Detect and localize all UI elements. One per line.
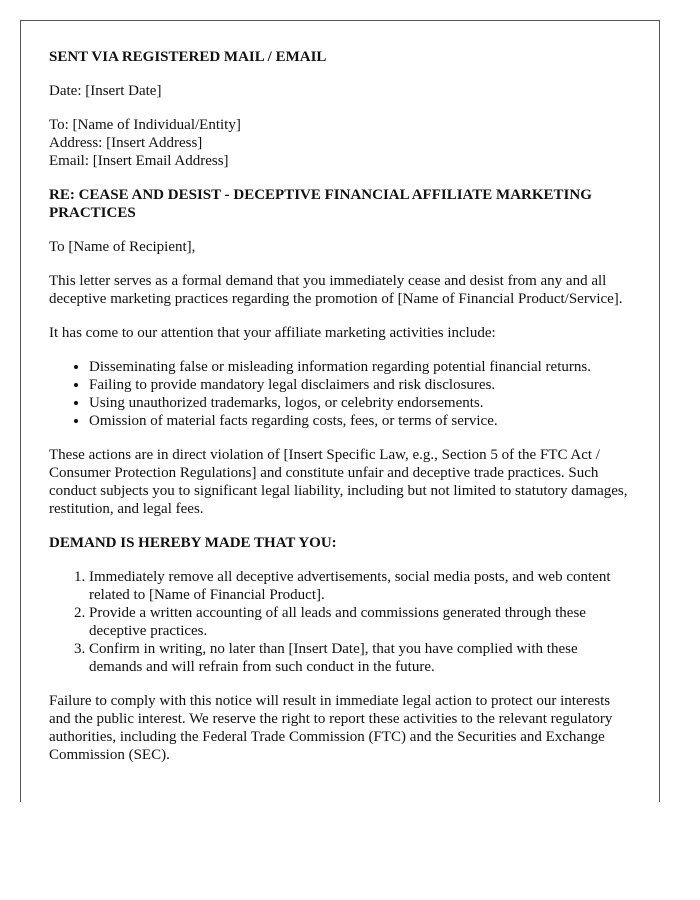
activities-list (49, 358, 631, 430)
recipient-email: Email: [Insert Email Address] (49, 153, 229, 169)
demands-list (49, 568, 631, 676)
activities-intro: It has come to our attention that your affiliate marketing activities include: (49, 325, 496, 341)
violation-paragraph: These actions are in direct violation of [Insert Specific Law, e.g., Section 5 of the FTC Act / Consumer Protection Regulations] and constitute unfair and deceptive trade practices. Such conduct subjects you to significant legal liability, including but not limited to statutory damages, restitution, and legal fees. (49, 447, 628, 517)
salutation: To [Name of Recipient], (49, 239, 196, 255)
delivery-header: SENT VIA REGISTERED MAIL / EMAIL (49, 49, 327, 65)
list-item: • Failing to provide mandatory legal disclaimers and risk disclosures. (89, 376, 631, 394)
demand-heading: DEMAND IS HEREBY MADE THAT YOU: (49, 535, 337, 551)
closing-paragraph: Failure to comply with this notice will result in immediate legal action to protect our interests and the public interest. We reserve the right to report these activities to the relevant regulatory authorities, including the Federal Trade Commission (FTC) and the Securities and Exchange Commission (SEC). (49, 693, 613, 763)
list-item: 2. Provide a written accounting of all leads and commissions generated through these deceptive practices. (89, 604, 631, 640)
intro-paragraph: This letter serves as a formal demand that you immediately cease and desist from any and all deceptive marketing practices regarding the promotion of [Name of Financial Product/Service]. (49, 273, 623, 307)
recipient-block (49, 116, 631, 170)
list-item: 3. Confirm in writing, no later than [Insert Date], that you have complied with these demands and will refrain from such conduct in the future. (89, 640, 631, 676)
list-item: • Omission of material facts regarding costs, fees, or terms of service. (89, 412, 631, 430)
recipient-to: To: [Name of Individual/Entity] (49, 117, 241, 133)
list-item: • Using unauthorized trademarks, logos, or celebrity endorsements. (89, 394, 631, 412)
list-item: 1. Immediately remove all deceptive advertisements, social media posts, and web content related to [Name of Financial Product]. (89, 568, 631, 604)
subject-line: RE: CEASE AND DESIST - DECEPTIVE FINANCIAL AFFILIATE MARKETING PRACTICES (49, 187, 592, 221)
letter-page (20, 20, 660, 802)
date-line: Date: [Insert Date] (49, 83, 162, 99)
recipient-address: Address: [Insert Address] (49, 135, 203, 151)
list-item: • Disseminating false or misleading information regarding potential financial returns. (89, 358, 631, 376)
